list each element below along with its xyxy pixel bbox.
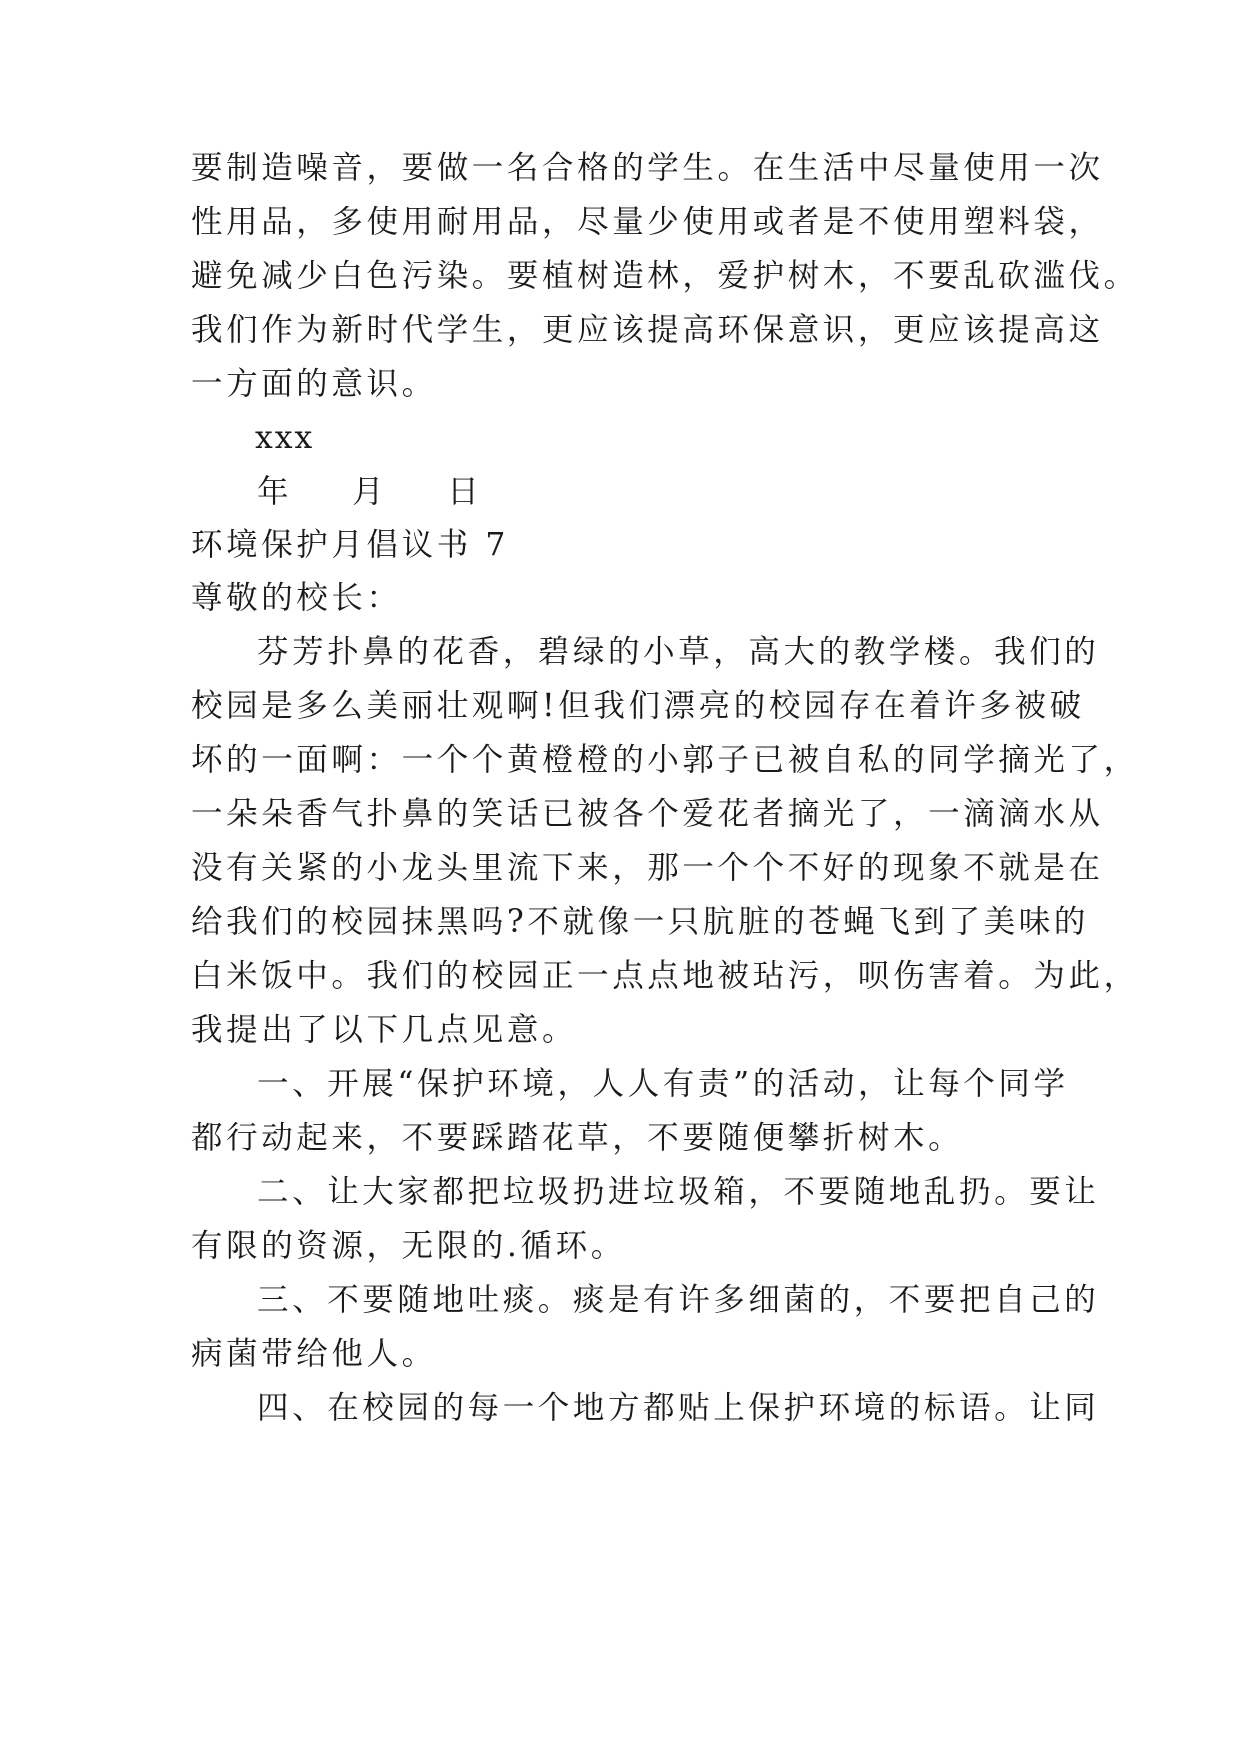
body-line-13: 三、不要随地吐痰。痰是有许多细菌的，不要把自己的 — [257, 1282, 1100, 1318]
body-line-7: 白米饭中。我们的校园正一点点地被玷污，呗伤害着。为此， — [191, 958, 1139, 994]
body-line-14: 病菌带给他人。 — [191, 1336, 437, 1372]
date-year: 年 — [257, 474, 293, 510]
intro-line-3: 避免减少白色污染。要植树造林，爱护树木，不要乱砍滥伐。 — [191, 258, 1139, 294]
body-line-2: 校园是多么美丽壮观啊!但我们漂亮的校园存在着许多被破 — [191, 688, 1085, 724]
body-line-5: 没有关紧的小龙头里流下来，那一个个不好的现象不就是在 — [191, 850, 1104, 886]
intro-line-2: 性用品，多使用耐用品，尽量少使用或者是不使用塑料袋， — [191, 204, 1104, 240]
body-line-3: 坏的一面啊：一个个黄橙橙的小郭子已被自私的同学摘光了， — [191, 742, 1139, 778]
date-month: 月 — [352, 474, 388, 510]
intro-line-1: 要制造噪音，要做一名合格的学生。在生活中尽量使用一次 — [191, 150, 1104, 186]
section-title: 环境保护月倡议书 7 — [191, 527, 510, 563]
body-line-11: 二、让大家都把垃圾扔进垃圾箱，不要随地乱扔。要让 — [257, 1174, 1100, 1210]
body-line-8: 我提出了以下几点见意。 — [191, 1012, 578, 1048]
body-line-12: 有限的资源，无限的.循环。 — [191, 1228, 626, 1264]
body-line-9: 一、开展“保护环境，人人有责”的活动，让每个同学 — [257, 1066, 1069, 1102]
body-line-10: 都行动起来，不要踩踏花草，不要随便攀折树木。 — [191, 1120, 964, 1156]
body-line-4: 一朵朵香气扑鼻的笑话已被各个爱花者摘光了，一滴滴水从 — [191, 796, 1104, 832]
date-line — [257, 472, 482, 512]
body-line-1: 芬芳扑鼻的花香，碧绿的小草，高大的教学楼。我们的 — [257, 634, 1100, 670]
intro-line-5: 一方面的意识。 — [191, 366, 437, 402]
date-day: 日 — [447, 474, 483, 510]
body-line-6: 给我们的校园抹黑吗?不就像一只肮脏的苍蝇飞到了美味的 — [191, 904, 1089, 940]
intro-line-4: 我们作为新时代学生，更应该提高环保意识，更应该提高这 — [191, 312, 1104, 348]
salutation: 尊敬的校长： — [191, 580, 402, 616]
signature: xxx — [255, 420, 315, 456]
body-line-15: 四、在校园的每一个地方都贴上保护环境的标语。让同 — [257, 1390, 1100, 1426]
